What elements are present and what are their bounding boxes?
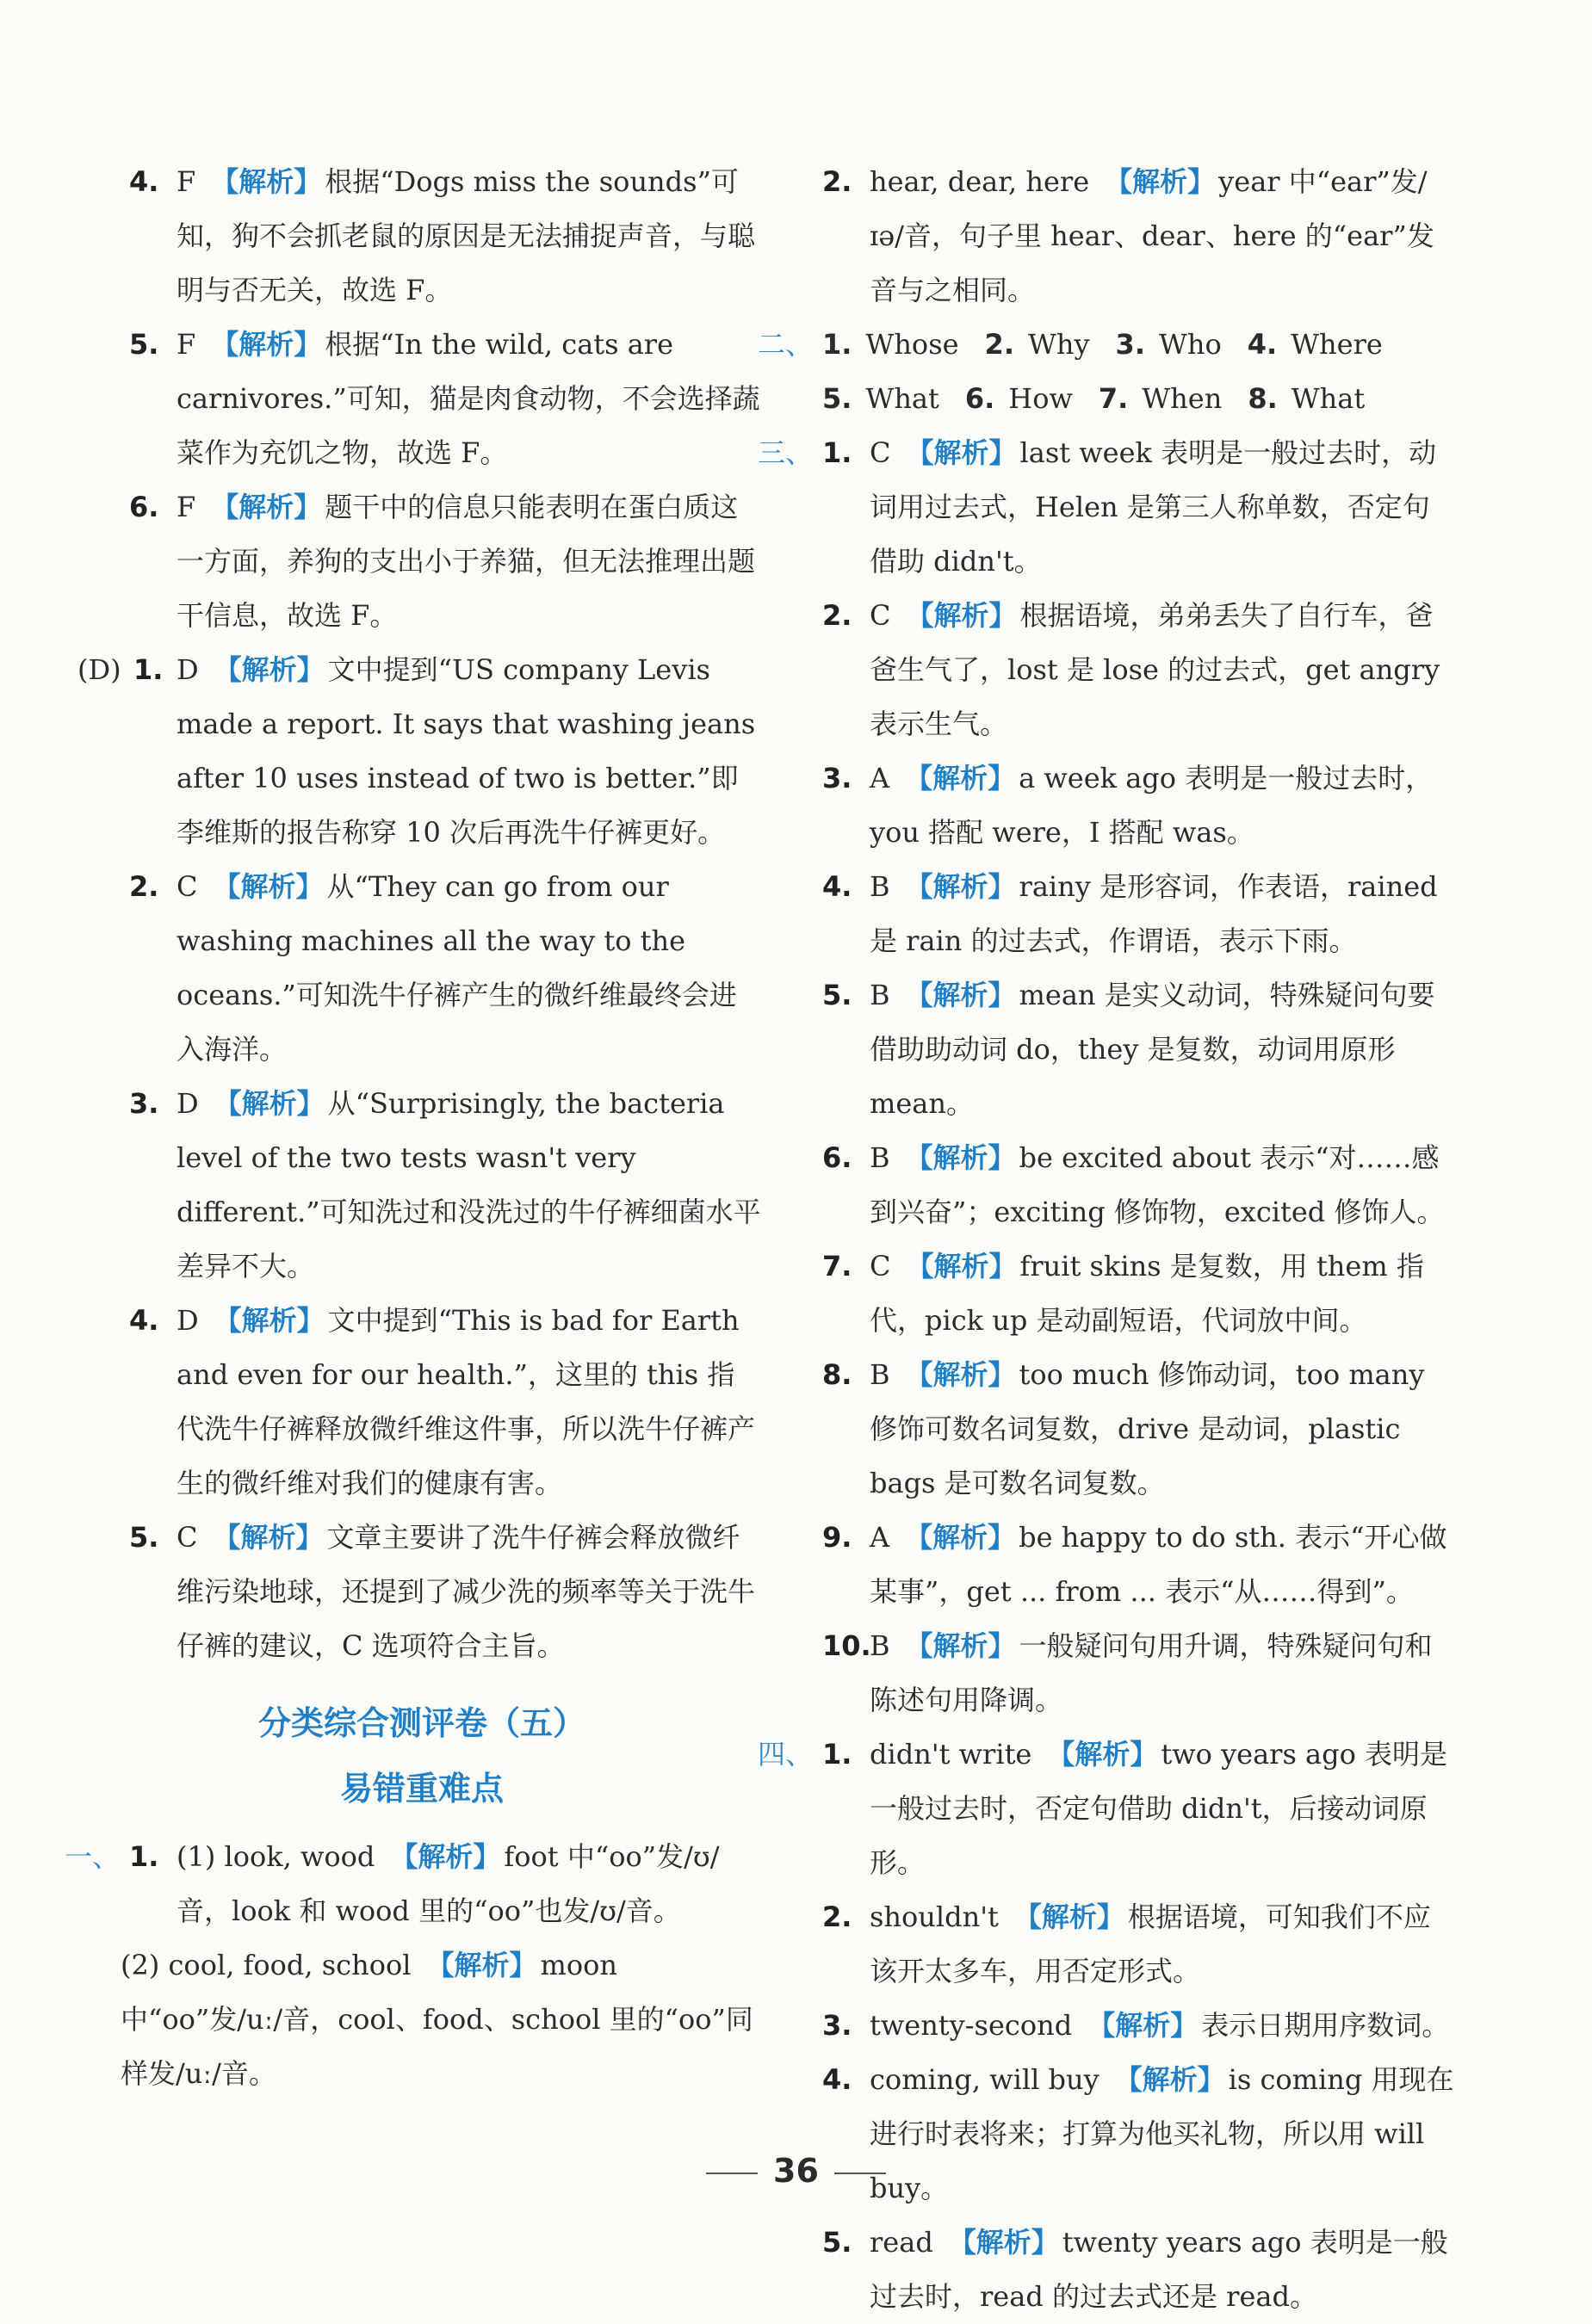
answer-item xyxy=(82,480,762,643)
analysis-tag: 【解析】 xyxy=(906,436,1017,469)
analysis-text: mean 是实义动词，特殊疑问句要借助助动词 do，they 是复数，动词用原形 mean。 xyxy=(870,979,1435,1120)
answer-text: read xyxy=(870,2226,933,2259)
analysis-text: is coming 用现在进行时表将来；打算为他买礼物，所以用 will buy。 xyxy=(870,2063,1454,2204)
answer-item xyxy=(775,751,1455,860)
answer-item xyxy=(758,1728,1455,1890)
answer-text: C xyxy=(177,1521,198,1554)
analysis-text: be happy to do sth. 表示“开心做某事”，get ... from ... 表示“从……得到”。 xyxy=(870,1521,1447,1608)
item-number: 2. xyxy=(822,1901,852,1933)
analysis-tag: 【解析】 xyxy=(905,1521,1016,1554)
item-number: 4. xyxy=(1247,328,1278,361)
answer-item xyxy=(775,968,1455,1131)
analysis-tag: 【解析】 xyxy=(214,1304,325,1337)
item-number: 4. xyxy=(129,1304,159,1337)
answer-text: B xyxy=(870,870,890,903)
answer-item xyxy=(82,860,762,1077)
answer-item xyxy=(82,318,762,480)
analysis-text: 一般疑问句用升调，特殊疑问句和陈述句用降调。 xyxy=(870,1629,1433,1716)
answer-row xyxy=(822,372,1455,426)
answer-item xyxy=(775,2053,1455,2216)
heading-title: 分类综合测评卷（五） xyxy=(257,1704,585,1742)
analysis-text: be excited about 表示“对……感到兴奋”；exciting 修饰物，excited 修饰人。 xyxy=(870,1141,1445,1228)
analysis-tag: 【解析】 xyxy=(905,870,1016,903)
analysis-text: too much 修饰动词，too many 修饰可数名词复数，drive 是动词，plastic bags 是可数名词复数。 xyxy=(870,1358,1425,1499)
answer-cell xyxy=(822,318,959,372)
analysis-text: last week 表明是一般过去时，动词用过去式，Helen 是第三人称单数，否定句借助 didn't。 xyxy=(870,436,1437,578)
answer-cell xyxy=(822,372,939,426)
answer-text: D xyxy=(177,653,199,686)
answer-text: A xyxy=(870,762,890,794)
item-number: 5. xyxy=(129,328,159,361)
answer-text: B xyxy=(870,1141,890,1174)
answer-text: B xyxy=(870,1358,890,1391)
answer-text: What xyxy=(865,382,939,415)
section-marker: (D) xyxy=(77,653,121,686)
analysis-tag: 【解析】 xyxy=(905,1358,1016,1391)
analysis-tag: 【解析】 xyxy=(905,1629,1016,1662)
answer-text: twenty-second xyxy=(870,2009,1073,2042)
analysis-text: twenty years ago 表明是一般过去时，read 的过去式还是 read。 xyxy=(870,2226,1448,2313)
item-number: 7. xyxy=(1098,382,1129,415)
item-number: 5. xyxy=(822,2226,852,2259)
answer-text: F xyxy=(177,491,196,523)
item-number: 9. xyxy=(822,1521,852,1554)
item-number: 4. xyxy=(822,870,852,903)
analysis-text: 文章主要讲了洗牛仔裤会释放微纤维污染地球，还提到了减少洗的频率等关于洗牛仔裤的建议，C 选项符合主旨。 xyxy=(177,1521,756,1662)
section-marker: 三、 xyxy=(758,436,814,469)
analysis-tag: 【解析】 xyxy=(214,1087,325,1120)
page-dash xyxy=(706,2173,758,2174)
item-number: 1. xyxy=(133,653,164,686)
analysis-tag: 【解析】 xyxy=(213,870,324,903)
analysis-tag: 【解析】 xyxy=(906,1250,1017,1283)
answer-item xyxy=(82,155,762,318)
analysis-tag: 【解析】 xyxy=(905,762,1016,794)
analysis-tag: 【解析】 xyxy=(1047,1738,1158,1771)
answer-text: shouldn't xyxy=(870,1901,999,1933)
answer-item xyxy=(775,1131,1455,1239)
answer-cell xyxy=(1248,372,1365,426)
item-number: 3. xyxy=(129,1087,159,1120)
item-number: 2. xyxy=(129,870,159,903)
item-number: 4. xyxy=(822,2063,852,2096)
analysis-text: 根据语境，弟弟丢失了自行车，爸爸生气了，lost 是 lose 的过去式，get angry 表示生气。 xyxy=(870,599,1440,740)
item-number: 8. xyxy=(822,1358,852,1391)
analysis-text: 根据“In the wild, cats are carnivores.”可知，猫是肉食动物，不会选择蔬菜作为充饥之物，故选 F。 xyxy=(177,328,760,469)
answer-text: B xyxy=(870,979,890,1011)
analysis-tag: 【解析】 xyxy=(211,165,322,198)
page-number: 36 xyxy=(0,2152,1592,2190)
answer-text: (2) cool, food, school xyxy=(121,1949,412,1981)
answer-item xyxy=(82,1938,762,2101)
answer-item xyxy=(82,1294,762,1511)
answer-text: D xyxy=(177,1087,199,1120)
item-number: 5. xyxy=(822,382,852,415)
answer-text: (1) look, wood xyxy=(177,1840,375,1873)
item-number: 4. xyxy=(129,165,159,198)
analysis-text: 题干中的信息只能表明在蛋白质这一方面，养狗的支出小于养猫，但无法推理出题干信息，故选 F。 xyxy=(177,491,756,632)
answer-text: A xyxy=(870,1521,890,1554)
analysis-tag: 【解析】 xyxy=(1105,165,1216,198)
item-number: 5. xyxy=(129,1521,159,1554)
answer-cell xyxy=(1099,372,1222,426)
answer-text: Where xyxy=(1291,328,1383,361)
answer-item xyxy=(775,589,1455,751)
item-number: 5. xyxy=(822,979,852,1011)
analysis-tag: 【解析】 xyxy=(948,2226,1059,2259)
item-number: 2. xyxy=(822,165,852,198)
item-number: 1. xyxy=(822,436,852,469)
answer-item xyxy=(775,860,1455,968)
item-number: 6. xyxy=(964,382,995,415)
item-number: 10. xyxy=(822,1629,871,1662)
analysis-tag: 【解析】 xyxy=(390,1840,501,1873)
answer-text: didn't write xyxy=(870,1738,1032,1771)
section-marker: 四、 xyxy=(758,1738,814,1771)
analysis-text: 根据“Dogs miss the sounds”可知，狗不会抓老鼠的原因是无法捕捉声音，与聪明与否无关，故选 F。 xyxy=(177,165,756,306)
analysis-text: a week ago 表明是一般过去时，you 搭配 were，I 搭配 was。 xyxy=(870,762,1434,849)
analysis-tag: 【解析】 xyxy=(1013,1901,1124,1933)
analysis-tag: 【解析】 xyxy=(211,491,322,523)
page-dash xyxy=(834,2173,886,2174)
analysis-tag: 【解析】 xyxy=(1114,2063,1225,2096)
analysis-tag: 【解析】 xyxy=(214,653,325,686)
analysis-text: 文中提到“This is bad for Earth and even for our health.”，这里的 this 指代洗牛仔裤释放微纤维这件事，所以洗牛仔裤产生的微纤维对我们的健康有害。 xyxy=(177,1304,756,1499)
answer-item xyxy=(775,155,1455,318)
analysis-text: 从“Surprisingly, the bacteria level of the two tests wasn't very different.”可知洗过和没洗过的牛仔裤细菌水平差异不大。 xyxy=(177,1087,761,1283)
answer-item xyxy=(775,1619,1455,1728)
item-number: 3. xyxy=(1115,328,1145,361)
answer-item xyxy=(82,1077,762,1294)
answer-item xyxy=(775,2216,1455,2324)
left-column xyxy=(65,155,762,2101)
answer-cell xyxy=(1248,318,1383,372)
answer-item xyxy=(775,1239,1455,1348)
analysis-tag: 【解析】 xyxy=(905,979,1016,1011)
answer-cell xyxy=(1116,318,1222,372)
answer-item xyxy=(775,1348,1455,1511)
answer-text: C xyxy=(870,599,891,632)
answer-row xyxy=(822,318,1455,372)
analysis-text: rainy 是形容词，作表语，rained 是 rain 的过去式，作谓语，表示下雨。 xyxy=(870,870,1438,957)
item-number: 3. xyxy=(822,2009,852,2042)
answer-text: B xyxy=(870,1629,890,1662)
analysis-text: 文中提到“US company Levis made a report. It says that washing jeans after 10 uses instead of two is better.”即李维斯的报告称穿 10 次后再洗牛仔裤更好。 xyxy=(177,653,756,849)
answer-text: When xyxy=(1142,382,1223,415)
item-number: 2. xyxy=(984,328,1014,361)
analysis-text: 根据语境，可知我们不应该开太多车，用否定形式。 xyxy=(870,1901,1431,1987)
analysis-tag: 【解析】 xyxy=(211,328,322,361)
item-number: 1. xyxy=(822,328,852,361)
answer-item xyxy=(82,1511,762,1673)
analysis-tag: 【解析】 xyxy=(906,599,1017,632)
analysis-text: 表示日期用序数词。 xyxy=(1201,2009,1450,2042)
analysis-text: two years ago 表明是一般过去时，否定句借助 didn't，后接动词原形。 xyxy=(870,1738,1448,1879)
answer-text: C xyxy=(870,436,891,469)
answer-text: F xyxy=(177,328,196,361)
analysis-text: moon 中“oo”发/uː/音，cool、food、school 里的“oo”同样发/uː/音。 xyxy=(121,1949,753,2090)
analysis-tag: 【解析】 xyxy=(213,1521,324,1554)
section-marker: 一、 xyxy=(65,1840,121,1873)
answer-text: How xyxy=(1008,382,1073,415)
analysis-text: foot 中“oo”发/ʊ/音，look 和 wood 里的“oo”也发/ʊ/音。 xyxy=(177,1840,720,1927)
answer-item xyxy=(758,426,1455,589)
right-column xyxy=(758,155,1455,2324)
answer-text: D xyxy=(177,1304,199,1337)
section-marker: 二、 xyxy=(758,328,814,361)
analysis-tag: 【解析】 xyxy=(426,1949,537,1981)
analysis-tag: 【解析】 xyxy=(1087,2009,1199,2042)
item-number: 6. xyxy=(129,491,159,523)
answer-text: hear, dear, here xyxy=(870,165,1090,198)
answer-text: C xyxy=(870,1250,891,1283)
item-number: 2. xyxy=(822,599,852,632)
analysis-tag: 【解析】 xyxy=(905,1141,1016,1174)
answer-item xyxy=(77,643,762,860)
item-number: 1. xyxy=(129,1840,159,1873)
answer-cell xyxy=(965,372,1073,426)
answer-text: Who xyxy=(1158,328,1222,361)
item-number: 3. xyxy=(822,762,852,794)
heading-subtitle: 易错重难点 xyxy=(339,1770,504,1808)
answer-item xyxy=(65,1830,762,1938)
answer-text: Whose xyxy=(865,328,959,361)
answer-item xyxy=(775,1890,1455,1999)
answer-text: coming, will buy xyxy=(870,2063,1100,2096)
analysis-text: fruit skins 是复数，用 them 指代，pick up 是动副短语，代词放中间。 xyxy=(870,1250,1424,1337)
item-number: 8. xyxy=(1248,382,1278,415)
item-number: 6. xyxy=(822,1141,852,1174)
answer-cell xyxy=(985,318,1090,372)
answer-text: Why xyxy=(1027,328,1090,361)
answer-item xyxy=(775,1999,1455,2053)
answer-text: F xyxy=(177,165,196,198)
analysis-text: year 中“ear”发/ɪə/音，句子里 hear、dear、here 的“ear”发音与之相同。 xyxy=(870,165,1434,306)
answer-text: What xyxy=(1291,382,1366,415)
section-two-answers xyxy=(758,318,1455,426)
item-number: 7. xyxy=(822,1250,852,1283)
answer-item xyxy=(775,1511,1455,1619)
answer-text: C xyxy=(177,870,198,903)
section-heading xyxy=(82,1690,762,1821)
analysis-text: 从“They can go from our washing machines all the way to the oceans.”可知洗牛仔裤产生的微纤维最终会进入海洋。 xyxy=(177,870,737,1066)
item-number: 1. xyxy=(822,1738,852,1771)
